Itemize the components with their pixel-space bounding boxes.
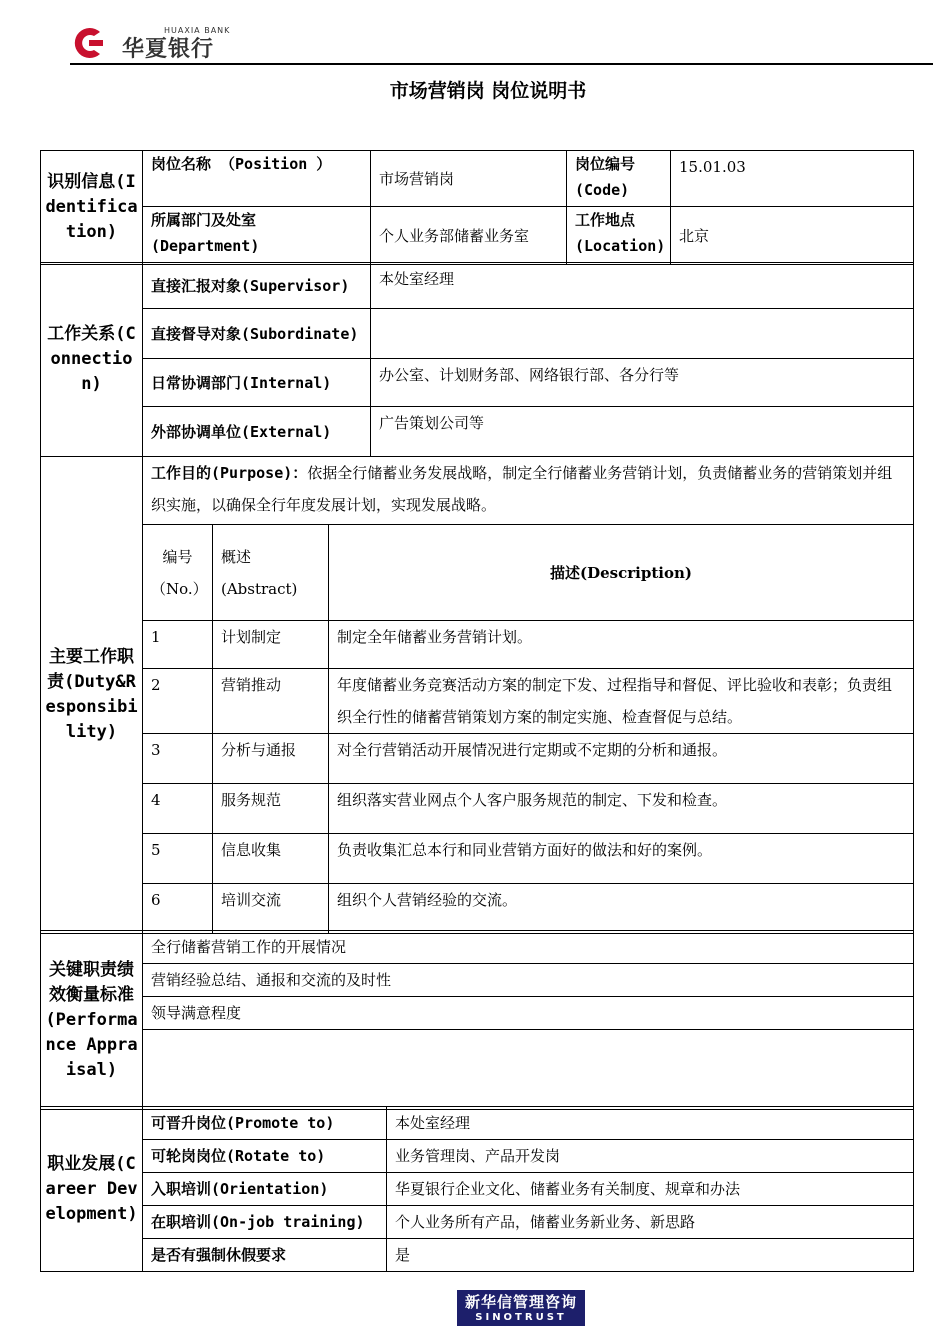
promote-value: 本处室经理 [387, 1107, 914, 1140]
sinotrust-logo-cn: 新华信管理咨询 [464, 1293, 577, 1311]
duty-row-description: 组织落实营业网点个人客户服务规范的制定、下发和检查。 [329, 784, 914, 834]
duty-table [40, 456, 914, 934]
career-table [40, 1106, 914, 1272]
col-no-header: 编号（No.） [143, 525, 213, 621]
duty-row-abstract: 服务规范 [213, 784, 329, 834]
onjob-training-label: 在职培训(On-job training) [143, 1206, 387, 1239]
header-divider [70, 63, 933, 65]
supervisor-label: 直接汇报对象(Supervisor) [143, 263, 371, 309]
internal-label: 日常协调部门(Internal) [143, 359, 371, 407]
sinotrust-logo [457, 1290, 585, 1326]
department-value: 个人业务部储蓄业务室 [371, 207, 567, 265]
orientation-value: 华夏银行企业文化、储蓄业务有关制度、规章和办法 [387, 1173, 914, 1206]
duty-row-description: 年度储蓄业务竞赛活动方案的制定下发、过程指导和督促、评比验收和表彰；负责组织全行性的储蓄营销策划方案的制定实施、检查督促与总结。 [329, 669, 914, 734]
department-label: 所属部门及处室 (Department) [143, 207, 371, 265]
duty-row-no: 3 [143, 734, 213, 784]
onjob-training-value: 个人业务所有产品，储蓄业务新业务、新思路 [387, 1206, 914, 1239]
purpose-label: 工作目的(Purpose)： [151, 464, 308, 482]
position-value: 市场营销岗 [371, 151, 567, 207]
mandatory-leave-value: 是 [387, 1239, 914, 1272]
location-value: 北京 [671, 207, 914, 265]
performance-item: 全行储蓄营销工作的开展情况 [143, 931, 914, 964]
supervisor-value: 本处室经理 [371, 263, 914, 309]
section-duty: 主要工作职责(Duty&Responsibility) [41, 457, 143, 934]
sinotrust-logo-en: SINOTRUST [475, 1312, 567, 1323]
duty-row-description: 组织个人营销经验的交流。 [329, 884, 914, 934]
subordinate-value [371, 309, 914, 359]
rotate-value: 业务管理岗、产品开发岗 [387, 1140, 914, 1173]
orientation-label: 入职培训(Orientation) [143, 1173, 387, 1206]
connection-table [40, 262, 914, 457]
duty-row-abstract: 分析与通报 [213, 734, 329, 784]
page-header [0, 0, 950, 70]
promote-label: 可晋升岗位(Promote to) [143, 1107, 387, 1140]
duty-row-description: 负责收集汇总本行和同业营销方面好的做法和好的案例。 [329, 834, 914, 884]
duty-row-abstract: 培训交流 [213, 884, 329, 934]
code-value: 15.01.03 [671, 151, 914, 207]
subordinate-label: 直接督导对象(Subordinate) [143, 309, 371, 359]
section-career: 职业发展(Career Development) [41, 1107, 143, 1272]
duty-row-no: 1 [143, 621, 213, 669]
purpose-text: 依据全行储蓄业务发展战略，制定全行储蓄业务营销计划，负责储蓄业务的营销策划并组织实施，以确保全行年度发展计划，实现发展战略。 [151, 464, 893, 514]
external-value: 广告策划公司等 [371, 407, 914, 457]
purpose-cell [143, 457, 914, 525]
internal-value: 办公室、计划财务部、网络银行部、各分行等 [371, 359, 914, 407]
duty-row-no: 2 [143, 669, 213, 734]
performance-table [40, 930, 914, 1110]
huaxia-bank-logo-icon [70, 24, 110, 62]
rotate-label: 可轮岗岗位(Rotate to) [143, 1140, 387, 1173]
bank-name-en: HUAXIA BANK [164, 26, 231, 35]
duty-row-no: 6 [143, 884, 213, 934]
section-connection: 工作关系(Connection) [41, 263, 143, 457]
section-performance: 关键职责绩效衡量标准(Performance Appraisal) [41, 931, 143, 1110]
performance-item: 营销经验总结、通报和交流的及时性 [143, 964, 914, 997]
mandatory-leave-label: 是否有强制休假要求 [143, 1239, 387, 1272]
position-label: 岗位名称 （Position ） [143, 151, 371, 207]
duty-row-abstract: 计划制定 [213, 621, 329, 669]
duty-row-abstract: 营销推动 [213, 669, 329, 734]
identification-table [40, 150, 914, 265]
duty-row-no: 4 [143, 784, 213, 834]
duty-row-description: 对全行营销活动开展情况进行定期或不定期的分析和通报。 [329, 734, 914, 784]
bank-name-cn: 华夏银行 [122, 37, 215, 62]
col-abstract-header: 概述(Abstract) [213, 525, 329, 621]
col-description-header: 描述(Description) [329, 525, 914, 621]
duty-row-abstract: 信息收集 [213, 834, 329, 884]
external-label: 外部协调单位(External) [143, 407, 371, 457]
section-identification: 识别信息(Identification) [41, 151, 143, 265]
performance-item: 领导满意程度 [143, 997, 914, 1030]
code-label: 岗位编号 (Code) [567, 151, 671, 207]
location-label: 工作地点 (Location) [567, 207, 671, 265]
performance-empty [143, 1030, 914, 1110]
duty-row-no: 5 [143, 834, 213, 884]
duty-row-description: 制定全年储蓄业务营销计划。 [329, 621, 914, 669]
page-title: 市场营销岗 岗位说明书 [389, 80, 587, 102]
